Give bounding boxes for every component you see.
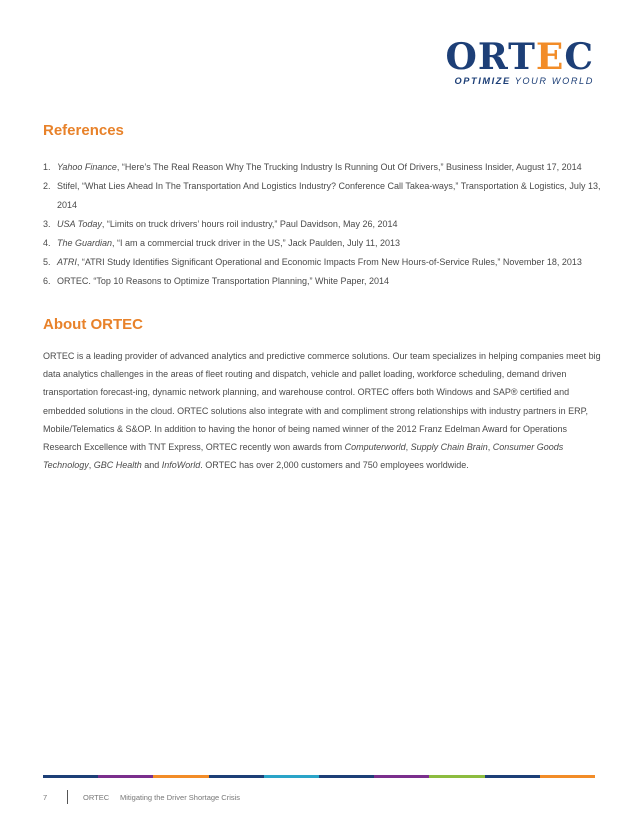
reference-text: , “ATRI Study Identifies Significant Operational and Economic Impacts From New Hours-of-Service Rules,” November 18, 2013 — [76, 257, 582, 267]
footer-color-bar — [43, 775, 595, 778]
reference-item — [43, 234, 603, 253]
color-bar-segment — [43, 775, 98, 778]
color-bar-segment — [319, 775, 374, 778]
references-list — [43, 158, 603, 291]
references-heading: References — [43, 122, 124, 139]
award-supply-chain-brain: Supply Chain Brain — [410, 442, 488, 453]
reference-text: , “Limits on truck drivers’ hours roil industry,” Paul Davidson, May 26, 2014 — [101, 219, 398, 229]
reference-text: , “Here’s The Real Reason Why The Trucking Industry Is Running Out Of Drivers,” Business Insider, August 17, 2014 — [116, 162, 582, 172]
logo-tagline: OPTIMIZE YOUR WORLD — [454, 76, 594, 86]
award-gbc-health: GBC Health — [93, 460, 142, 471]
color-bar-segment — [264, 775, 319, 778]
color-bar-segment — [374, 775, 429, 778]
reference-item — [43, 215, 603, 234]
color-bar-segment — [153, 775, 208, 778]
reference-item — [43, 177, 603, 215]
award-consumer-goods-technology: Consumer Goods Technology — [43, 442, 564, 471]
reference-source: The Guardian — [57, 238, 113, 248]
logo-wordmark: ORTEC — [445, 36, 594, 78]
reference-text: Stifel, “What Lies Ahead In The Transportation And Logistics Industry? Conference Call Takea-ways,” Transportation & Logistics, July 13, 2014 — [57, 181, 601, 210]
reference-number: 3. — [43, 219, 51, 229]
reference-item — [43, 158, 603, 177]
reference-number: 6. — [43, 276, 51, 286]
reference-number: 4. — [43, 238, 51, 248]
reference-source: Yahoo Finance — [57, 162, 117, 172]
color-bar-segment — [429, 775, 484, 778]
color-bar-segment — [209, 775, 264, 778]
footer-company: ORTEC — [83, 793, 110, 802]
about-paragraph: ORTEC is a leading provider of advanced analytics and predictive commerce solutions. Our team specializes in helping companies meet big data analytics challenges in the areas of fleet routing and dispatch, vehicle and pallet loading, workforce scheduling, demand driven transportation forecast-ing, dynamic network planning, and warehouse control. ORTEC offers both Windows and SAP® certified and embedded solutions in the cloud. ORTEC solutions also integrate with and compliment strong relationships with industry partners in ERP, Mobile/Telematics & S&OP. In addition to having the honor of being named winner of the 2012 Franz Edelman Award for Operations Research Excellence with TNT Express, ORTEC recently won awards from Computerworld, Supply Chain Brain, Consumer Goods Technology, GBC Health and InfoWorld. ORTEC has over 2,000 customers and 750 employees worldwide. — [43, 351, 601, 471]
reference-text: ORTEC. “Top 10 Reasons to Optimize Transportation Planning,” White Paper, 2014 — [57, 276, 390, 286]
color-bar-segment — [485, 775, 540, 778]
reference-source: USA Today — [57, 219, 102, 229]
award-infoworld: InfoWorld — [161, 460, 201, 471]
reference-item — [43, 253, 603, 272]
footer-divider — [67, 790, 68, 804]
reference-source: ATRI — [57, 257, 77, 267]
footer-document-title: Mitigating the Driver Shortage Crisis — [120, 793, 241, 802]
award-computerworld: Computerworld — [344, 442, 406, 453]
page-number: 7 — [43, 793, 48, 802]
about-heading: About ORTEC — [43, 316, 143, 333]
reference-text: , “I am a commercial truck driver in the US,” Jack Paulden, July 11, 2013 — [112, 238, 400, 248]
color-bar-segment — [98, 775, 153, 778]
reference-number: 5. — [43, 257, 51, 267]
ortec-logo — [444, 38, 594, 86]
reference-item — [43, 272, 603, 291]
reference-number: 1. — [43, 162, 51, 172]
color-bar-segment — [540, 775, 595, 778]
reference-number: 2. — [43, 181, 51, 191]
